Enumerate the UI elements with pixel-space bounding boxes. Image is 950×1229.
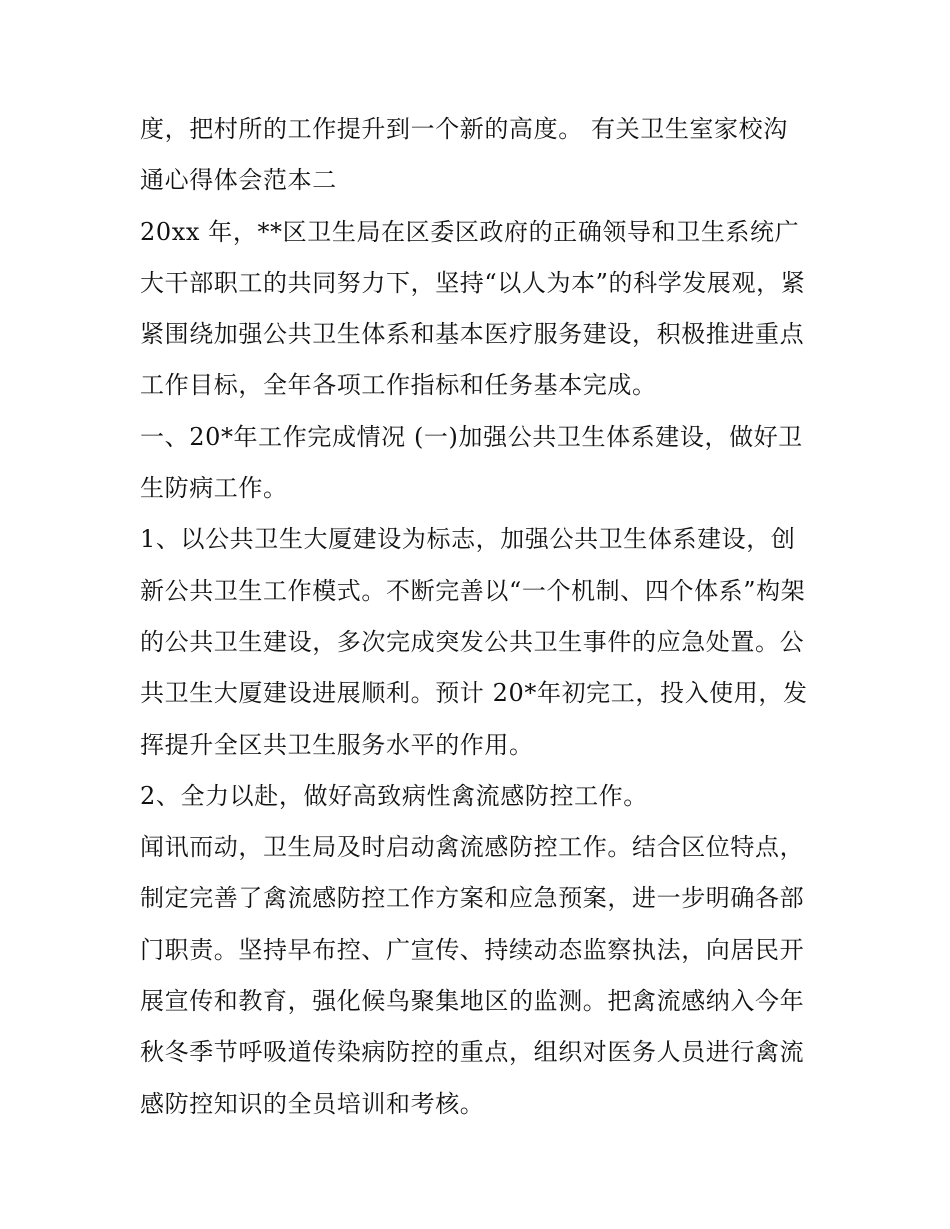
text-line: 挥提升全区共卫生服务水平的作用。 <box>140 730 534 759</box>
text-line: 制定完善了禽流感防控工作方案和应急预案，进一步明确各部 <box>140 884 805 913</box>
text-line: 感防控知识的全员培训和考核。 <box>140 1089 485 1118</box>
text-line: 紧围绕加强公共卫生体系和基本医疗服务建设，积极推进重点 <box>140 320 805 349</box>
text-line: 展宣传和教育，强化候鸟聚集地区的监测。把禽流感纳入今年 <box>140 987 805 1016</box>
text-line: 工作目标，全年各项工作指标和任务基本完成。 <box>140 371 657 400</box>
text-line: 生防病工作。 <box>140 474 288 503</box>
text-line: 闻讯而动，卫生局及时启动禽流感防控工作。结合区位特点， <box>140 833 805 862</box>
document-body <box>140 104 820 1130</box>
text-line: 2、全力以赴，做好高致病性禽流感防控工作。 <box>140 781 648 810</box>
text-line: 门职责。坚持早布控、广宣传、持续动态监察执法，向居民开 <box>140 935 805 964</box>
text-line: 一、20*年工作完成情况 (一)加强公共卫生体系建设，做好卫 <box>140 422 803 451</box>
text-line: 大干部职工的共同努力下，坚持“以人为本”的科学发展观，紧 <box>140 268 806 297</box>
text-line: 秋冬季节呼吸道传染病防控的重点，组织对医务人员进行禽流 <box>140 1038 805 1067</box>
text-line: 1、以公共卫生大厦建设为标志，加强公共卫生体系建设，创 <box>140 525 796 554</box>
text-line: 通心得体会范本二 <box>140 166 337 195</box>
text-line: 共卫生大厦建设进展顺利。预计 20*年初完工，投入使用，发 <box>140 679 808 708</box>
text-line: 20xx 年，**区卫生局在区委区政府的正确领导和卫生系统广 <box>140 217 800 246</box>
text-line: 新公共卫生工作模式。不断完善以“一个机制、四个体系”构架 <box>140 576 806 605</box>
text-line: 度，把村所的工作提升到一个新的高度。 有关卫生室家校沟 <box>140 115 788 143</box>
text-line: 的公共卫生建设，多次完成突发公共卫生事件的应急处置。公 <box>140 627 805 656</box>
